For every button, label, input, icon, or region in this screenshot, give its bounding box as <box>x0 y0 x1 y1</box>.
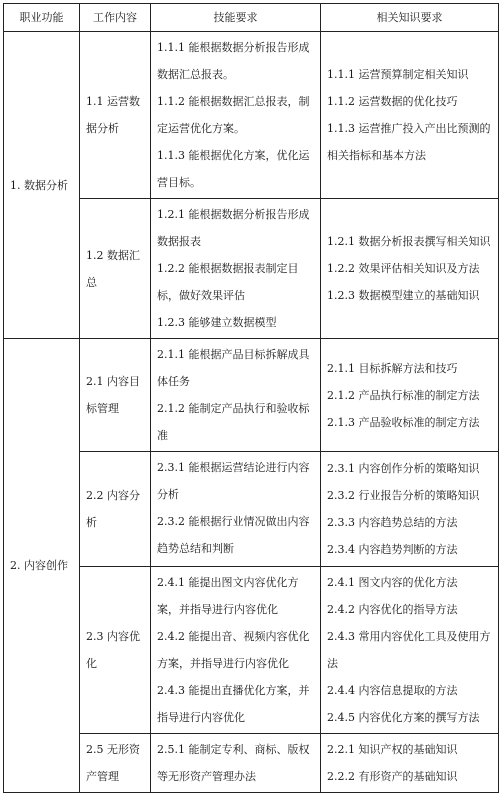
knowledge-item: 1.1.1 运营预算制定相关知识 <box>327 68 469 81</box>
knowledge-item: 2.2.2 有形资产的基础知识 <box>327 770 458 783</box>
table-header-row <box>4 4 499 32</box>
work-content-cell: 1.2 数据汇总 <box>80 199 151 339</box>
skill-item: 1.2.1 能根据数据分析报告形成数据报表 <box>157 208 310 248</box>
skills-cell <box>151 567 321 734</box>
skills-cell <box>151 452 321 567</box>
skills-cell <box>151 32 321 199</box>
header-skills: 技能要求 <box>151 4 321 32</box>
skills-cell <box>151 199 321 339</box>
skill-item: 1.1.2 能根据数据汇总报表，制定运营优化方案。 <box>157 95 310 135</box>
skill-item: 1.1.3 能根据优化方案，优化运营目标。 <box>157 149 310 189</box>
knowledge-cell <box>321 32 499 199</box>
work-content-cell: 2.5 无形资产管理 <box>80 734 151 793</box>
knowledge-cell <box>321 734 499 793</box>
knowledge-item: 2.1.1 目标拆解方法和技巧 <box>327 361 458 375</box>
table-row <box>4 32 499 199</box>
knowledge-item: 2.2.1 知识产权的基础知识 <box>327 743 458 756</box>
skill-item: 2.3.2 能根据行业情况做出内容趋势总结和判断 <box>157 515 310 555</box>
work-content-cell: 2.1 内容目标管理 <box>80 339 151 452</box>
header-function: 职业功能 <box>4 4 80 32</box>
skill-item: 2.1.1 能根据产品目标拆解成具体任务 <box>157 348 310 388</box>
skill-item: 1.1.1 能根据数据分析报告形成数据汇总报表。 <box>157 41 310 81</box>
skill-item: 2.4.3 能提出直播优化方案，并指导进行内容优化 <box>157 684 310 724</box>
skill-item: 2.3.1 能根据运营结论进行内容分析 <box>157 461 310 501</box>
skill-item: 1.2.2 能根据数据报表制定目标，做好效果评估 <box>157 262 299 302</box>
knowledge-cell <box>321 199 499 339</box>
skills-requirements-table <box>3 3 499 793</box>
work-content-cell: 2.3 内容优化 <box>80 567 151 734</box>
function-cell: 2. 内容创作 <box>4 339 80 793</box>
knowledge-item: 2.4.4 内容信息提取的方法 <box>327 684 458 697</box>
knowledge-cell <box>321 452 499 567</box>
knowledge-item: 1.1.2 运营数据的优化技巧 <box>327 95 458 108</box>
knowledge-item: 2.3.4 内容趋势判断的方法 <box>327 543 458 556</box>
header-knowledge: 相关知识要求 <box>321 4 499 32</box>
knowledge-item: 2.4.5 内容优化方案的撰写方法 <box>327 711 480 724</box>
table-row <box>4 339 499 452</box>
knowledge-item: 1.1.3 运营推广投入产出比预测的相关指标和基本方法 <box>327 122 491 162</box>
knowledge-item: 2.1.3 产品验收标准的制定方法 <box>327 415 480 429</box>
skill-item: 2.4.2 能提出音、视频内容优化方案，并指导进行内容优化 <box>157 630 310 670</box>
knowledge-item: 2.1.2 产品执行标准的制定方法 <box>327 388 480 402</box>
skill-item: 2.4.1 能提出图文内容优化方案，并指导进行内容优化 <box>157 576 299 616</box>
knowledge-item: 2.4.2 内容优化的指导方法 <box>327 603 458 616</box>
work-content-cell: 1.1 运营数据分析 <box>80 32 151 199</box>
knowledge-cell <box>321 567 499 734</box>
knowledge-item: 2.4.1 图文内容的优化方法 <box>327 576 458 589</box>
knowledge-cell <box>321 339 499 452</box>
knowledge-item: 2.3.1 内容创作分析的策略知识 <box>327 462 480 475</box>
knowledge-item: 1.2.2 效果评估相关知识及方法 <box>327 262 480 275</box>
knowledge-item: 2.3.3 内容趋势总结的方法 <box>327 516 458 529</box>
header-work-content: 工作内容 <box>80 4 151 32</box>
knowledge-item: 2.3.2 行业报告分析的策略知识 <box>327 489 480 502</box>
skill-item: 2.5.1 能制定专利、商标、版权等无形资产管理办法 <box>157 743 310 783</box>
skills-cell <box>151 339 321 452</box>
skills-cell <box>151 734 321 793</box>
knowledge-item: 1.2.3 数据模型建立的基础知识 <box>327 289 480 302</box>
skill-item: 1.2.3 能够建立数据模型 <box>157 316 277 329</box>
knowledge-item: 1.2.1 数据分析报表撰写相关知识 <box>327 235 491 248</box>
work-content-cell: 2.2 内容分析 <box>80 452 151 567</box>
function-cell: 1. 数据分析 <box>4 32 80 339</box>
skill-item: 2.1.2 能制定产品执行和验收标准 <box>157 402 310 442</box>
knowledge-item: 2.4.3 常用内容优化工具及使用方法 <box>327 630 491 670</box>
